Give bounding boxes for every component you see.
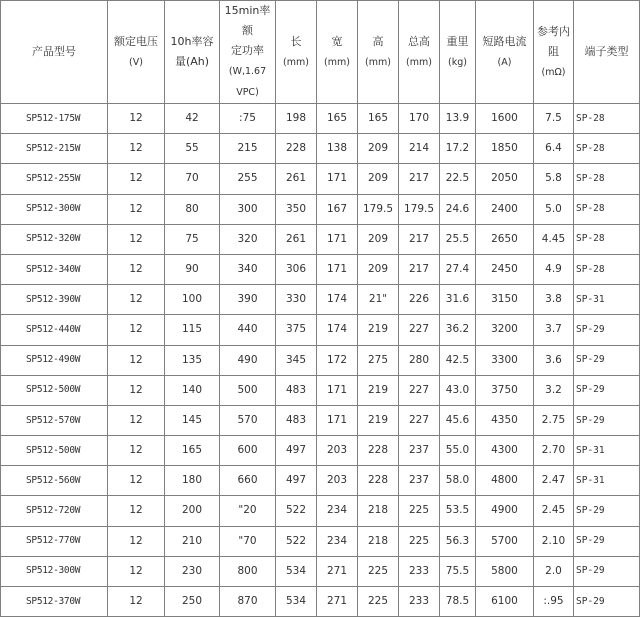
cell-height: 165 [358,104,399,134]
cell-power: 660 [220,466,276,496]
cell-terminal: SP-29 [574,405,640,435]
cell-width: 171 [317,254,358,284]
cell-terminal: SP-29 [574,526,640,556]
cell-weight: 42.5 [440,345,476,375]
cell-width: 234 [317,526,358,556]
cell-height: 275 [358,345,399,375]
cell-width: 167 [317,194,358,224]
cell-power: 570 [220,405,276,435]
header-weight: 重里 (kg) [440,1,476,104]
cell-capacity: 70 [165,164,220,194]
table-row [1,556,640,586]
cell-weight: 45.6 [440,405,476,435]
cell-total-height: 227 [399,405,440,435]
header-short-circuit: 短路电流 (A) [476,1,534,104]
cell-height: 219 [358,375,399,405]
table-row [1,526,640,556]
cell-width: 171 [317,224,358,254]
cell-weight: 58.0 [440,466,476,496]
cell-voltage: 12 [108,496,165,526]
cell-capacity: 135 [165,345,220,375]
cell-capacity: 80 [165,194,220,224]
table-row [1,436,640,466]
cell-model: SP512-570W [1,405,108,435]
cell-short-circuit: 3300 [476,345,534,375]
cell-height: 209 [358,254,399,284]
cell-voltage: 12 [108,224,165,254]
cell-terminal: SP-31 [574,466,640,496]
cell-resistance: 5.8 [534,164,574,194]
cell-capacity: 165 [165,436,220,466]
cell-width: 203 [317,436,358,466]
cell-length: 497 [276,466,317,496]
cell-model: SP512-215W [1,134,108,164]
header-voltage: 额定电压 (V) [108,1,165,104]
cell-voltage: 12 [108,164,165,194]
cell-total-height: 179.5 [399,194,440,224]
cell-weight: 55.0 [440,436,476,466]
cell-terminal: SP-29 [574,345,640,375]
cell-resistance: 2.75 [534,405,574,435]
cell-short-circuit: 4300 [476,436,534,466]
cell-length: 198 [276,104,317,134]
cell-capacity: 210 [165,526,220,556]
cell-terminal: SP-29 [574,587,640,617]
cell-voltage: 12 [108,556,165,586]
cell-model: SP512-370W [1,587,108,617]
cell-voltage: 12 [108,285,165,315]
cell-voltage: 12 [108,345,165,375]
cell-capacity: 115 [165,315,220,345]
cell-total-height: 217 [399,224,440,254]
table-row [1,496,640,526]
table-row [1,104,640,134]
cell-resistance: 6.4 [534,134,574,164]
cell-resistance: 2.10 [534,526,574,556]
cell-power: 870 [220,587,276,617]
cell-power: 440 [220,315,276,345]
cell-total-height: 217 [399,254,440,284]
cell-capacity: 200 [165,496,220,526]
cell-terminal: SP-29 [574,496,640,526]
cell-voltage: 12 [108,466,165,496]
cell-resistance: 3.2 [534,375,574,405]
header-power: 15min率额 定功率 (W,1.67 VPC) [220,1,276,104]
cell-terminal: SP-28 [574,134,640,164]
table-row [1,134,640,164]
cell-weight: 75.5 [440,556,476,586]
cell-short-circuit: 3150 [476,285,534,315]
cell-length: 228 [276,134,317,164]
cell-resistance: 4.9 [534,254,574,284]
cell-terminal: SP-29 [574,556,640,586]
cell-total-height: 214 [399,134,440,164]
cell-width: 203 [317,466,358,496]
table-row [1,405,640,435]
cell-width: 174 [317,315,358,345]
cell-length: 522 [276,526,317,556]
cell-model: SP512-175W [1,104,108,134]
cell-capacity: 90 [165,254,220,284]
cell-width: 271 [317,587,358,617]
cell-height: 209 [358,134,399,164]
cell-short-circuit: 2050 [476,164,534,194]
cell-resistance: :.95 [534,587,574,617]
cell-model: SP512-490W [1,345,108,375]
cell-power: 320 [220,224,276,254]
table-body [1,104,640,617]
cell-resistance: 3.7 [534,315,574,345]
header-row [1,1,640,104]
table-row [1,315,640,345]
cell-model: SP512-340W [1,254,108,284]
table-row [1,285,640,315]
header-model: 产品型号 [1,1,108,104]
cell-total-height: 233 [399,556,440,586]
cell-voltage: 12 [108,194,165,224]
cell-weight: 36.2 [440,315,476,345]
table-row [1,194,640,224]
cell-weight: 13.9 [440,104,476,134]
cell-resistance: 2.70 [534,436,574,466]
header-length: 长 (mm) [276,1,317,104]
cell-length: 261 [276,224,317,254]
cell-resistance: 7.5 [534,104,574,134]
cell-short-circuit: 5700 [476,526,534,556]
cell-power: 800 [220,556,276,586]
cell-capacity: 42 [165,104,220,134]
cell-terminal: SP-31 [574,285,640,315]
cell-length: 375 [276,315,317,345]
cell-short-circuit: 5800 [476,556,534,586]
cell-length: 306 [276,254,317,284]
cell-length: 330 [276,285,317,315]
cell-power: 215 [220,134,276,164]
header-total-height: 总高 (mm) [399,1,440,104]
cell-voltage: 12 [108,587,165,617]
cell-resistance: 5.0 [534,194,574,224]
cell-terminal: SP-28 [574,104,640,134]
cell-voltage: 12 [108,104,165,134]
cell-short-circuit: 1600 [476,104,534,134]
cell-short-circuit: 2650 [476,224,534,254]
cell-model: SP512-770W [1,526,108,556]
cell-length: 497 [276,436,317,466]
table-row [1,254,640,284]
cell-length: 345 [276,345,317,375]
table-row [1,587,640,617]
cell-model: SP512-300W [1,194,108,224]
cell-height: 219 [358,315,399,345]
cell-capacity: 140 [165,375,220,405]
cell-model: SP512-320W [1,224,108,254]
cell-resistance: 4.45 [534,224,574,254]
cell-weight: 56.3 [440,526,476,556]
cell-power: 300 [220,194,276,224]
cell-model: SP512-390W [1,285,108,315]
header-height: 高 (mm) [358,1,399,104]
cell-height: 225 [358,556,399,586]
cell-terminal: SP-28 [574,224,640,254]
cell-total-height: 225 [399,496,440,526]
cell-weight: 31.6 [440,285,476,315]
cell-width: 174 [317,285,358,315]
cell-model: SP512-300W [1,556,108,586]
cell-short-circuit: 3750 [476,375,534,405]
cell-resistance: 2.47 [534,466,574,496]
cell-voltage: 12 [108,405,165,435]
cell-height: 228 [358,466,399,496]
cell-terminal: SP-29 [574,375,640,405]
cell-model: SP512-560W [1,466,108,496]
cell-capacity: 180 [165,466,220,496]
cell-weight: 17.2 [440,134,476,164]
cell-total-height: 280 [399,345,440,375]
cell-model: SP512-720W [1,496,108,526]
cell-resistance: 2.0 [534,556,574,586]
header-resistance: 参考内 阻 (mΩ) [534,1,574,104]
cell-width: 171 [317,164,358,194]
table-row [1,345,640,375]
cell-short-circuit: 2450 [476,254,534,284]
table-row [1,466,640,496]
cell-terminal: SP-28 [574,254,640,284]
cell-width: 172 [317,345,358,375]
cell-width: 165 [317,104,358,134]
header-capacity: 10h率容 量(Ah) [165,1,220,104]
table-row [1,224,640,254]
cell-capacity: 55 [165,134,220,164]
cell-model: SP512-500W [1,375,108,405]
cell-total-height: 170 [399,104,440,134]
cell-capacity: 145 [165,405,220,435]
cell-weight: 22.5 [440,164,476,194]
cell-short-circuit: 2400 [476,194,534,224]
cell-height: 225 [358,587,399,617]
cell-voltage: 12 [108,134,165,164]
cell-height: 21" [358,285,399,315]
header-width: 宽 (mm) [317,1,358,104]
cell-voltage: 12 [108,375,165,405]
cell-short-circuit: 6100 [476,587,534,617]
cell-total-height: 237 [399,466,440,496]
cell-width: 271 [317,556,358,586]
cell-power: 340 [220,254,276,284]
cell-height: 209 [358,224,399,254]
cell-total-height: 227 [399,315,440,345]
cell-short-circuit: 4900 [476,496,534,526]
cell-total-height: 226 [399,285,440,315]
cell-weight: 78.5 [440,587,476,617]
header-terminal: 端子类型 [574,1,640,104]
table-row [1,375,640,405]
cell-voltage: 12 [108,436,165,466]
cell-length: 261 [276,164,317,194]
cell-power: 500 [220,375,276,405]
cell-height: 219 [358,405,399,435]
cell-terminal: SP-29 [574,315,640,345]
cell-capacity: 100 [165,285,220,315]
cell-length: 350 [276,194,317,224]
cell-model: SP512-255W [1,164,108,194]
cell-length: 534 [276,587,317,617]
cell-weight: 27.4 [440,254,476,284]
cell-weight: 43.0 [440,375,476,405]
cell-short-circuit: 3200 [476,315,534,345]
table-row [1,164,640,194]
cell-power: 490 [220,345,276,375]
cell-power: :75 [220,104,276,134]
cell-power: 255 [220,164,276,194]
cell-terminal: SP-31 [574,436,640,466]
cell-capacity: 75 [165,224,220,254]
cell-height: 209 [358,164,399,194]
cell-total-height: 217 [399,164,440,194]
cell-short-circuit: 1850 [476,134,534,164]
cell-length: 483 [276,375,317,405]
cell-power: 390 [220,285,276,315]
cell-weight: 25.5 [440,224,476,254]
cell-weight: 53.5 [440,496,476,526]
cell-voltage: 12 [108,315,165,345]
cell-power: "70 [220,526,276,556]
cell-capacity: 250 [165,587,220,617]
cell-terminal: SP-28 [574,194,640,224]
cell-height: 218 [358,496,399,526]
cell-terminal: SP-28 [574,164,640,194]
cell-total-height: 233 [399,587,440,617]
cell-resistance: 3.6 [534,345,574,375]
cell-weight: 24.6 [440,194,476,224]
cell-resistance: 2.45 [534,496,574,526]
cell-height: 179.5 [358,194,399,224]
cell-short-circuit: 4350 [476,405,534,435]
cell-short-circuit: 4800 [476,466,534,496]
cell-width: 171 [317,405,358,435]
cell-model: SP512-440W [1,315,108,345]
cell-height: 228 [358,436,399,466]
cell-capacity: 230 [165,556,220,586]
cell-width: 138 [317,134,358,164]
cell-power: 600 [220,436,276,466]
cell-total-height: 225 [399,526,440,556]
cell-length: 534 [276,556,317,586]
cell-voltage: 12 [108,526,165,556]
cell-total-height: 237 [399,436,440,466]
cell-length: 483 [276,405,317,435]
cell-voltage: 12 [108,254,165,284]
cell-model: SP512-500W [1,436,108,466]
cell-resistance: 3.8 [534,285,574,315]
cell-total-height: 227 [399,375,440,405]
cell-power: "20 [220,496,276,526]
cell-length: 522 [276,496,317,526]
cell-width: 234 [317,496,358,526]
cell-height: 218 [358,526,399,556]
cell-width: 171 [317,375,358,405]
